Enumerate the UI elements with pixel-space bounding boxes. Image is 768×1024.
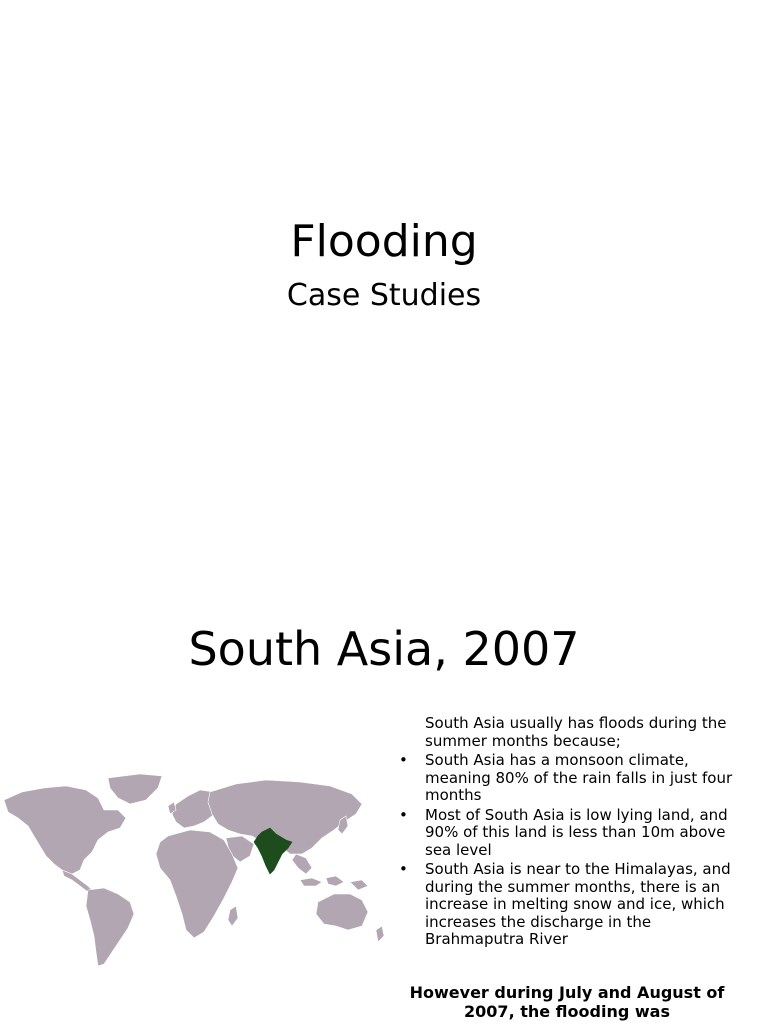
bullet-icon: • (399, 751, 408, 769)
slide-subtitle: Case Studies (286, 278, 482, 313)
slide-title: Flooding (290, 216, 478, 267)
intro-text: South Asia usually has floods during the summer months because; (425, 714, 727, 750)
bullet-text: South Asia has a monsoon climate, meaning 80% of the rain falls in just four months (425, 751, 733, 804)
continents (4, 774, 384, 966)
bullet-text: Most of South Asia is low lying land, and 90% of this land is less than 10m above sea level (425, 805, 728, 859)
bullet-icon: • (399, 805, 408, 824)
list-item (397, 861, 737, 949)
list-item (397, 752, 737, 805)
bullet-text: South Asia is near to the Himalayas, and during the summer months, there is an increase in melting snow and ice, which increases the discharge in the Brahmaputra River (425, 860, 731, 948)
list-item (397, 807, 737, 860)
bullet-icon: • (399, 860, 408, 878)
bullet-list (397, 752, 737, 949)
slide-title: South Asia, 2007 (188, 622, 580, 676)
south-asia-slide (0, 576, 768, 1024)
conclusion-text: However during July and August of 2007, the flooding was (409, 983, 725, 1021)
body-text (397, 715, 737, 951)
world-map (0, 770, 388, 970)
world-map-graphic (0, 770, 388, 970)
